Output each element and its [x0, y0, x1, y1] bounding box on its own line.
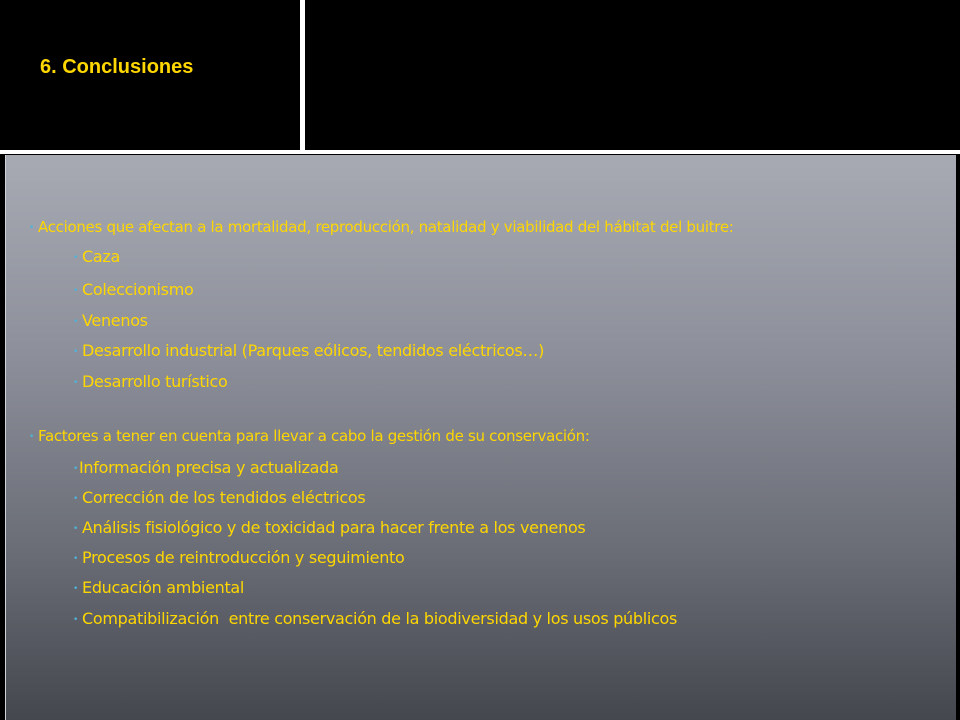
bullet-icon: •: [73, 464, 79, 474]
bullet-icon: •: [29, 432, 35, 442]
bullet-icon: •: [73, 554, 79, 564]
title-panel: [0, 0, 300, 150]
bullet-icon: •: [73, 584, 79, 594]
list-item-text: Procesos de reintroducción y seguimiento: [82, 548, 405, 567]
bullet-icon: •: [73, 253, 79, 263]
bullet-icon: •: [73, 615, 79, 625]
list-item: [73, 488, 365, 507]
bullet-icon: •: [29, 223, 35, 233]
horizontal-divider: [0, 150, 960, 154]
list-item: [73, 578, 244, 597]
list-item-text: Desarrollo industrial (Parques eólicos, tendidos eléctricos…): [82, 341, 545, 360]
list-item-text: Caza: [82, 247, 120, 266]
list-item: [73, 548, 405, 567]
list-item-text: Educación ambiental: [82, 578, 245, 597]
list-item: [73, 372, 227, 391]
bullet-icon: •: [73, 286, 79, 296]
section-heading-text: Acciones que afectan a la mortalidad, reproducción, natalidad y viabilidad del hábitat del buitre:: [38, 218, 734, 236]
content-panel: [5, 155, 956, 720]
bullet-icon: •: [73, 524, 79, 534]
section-heading-acciones: [29, 218, 734, 236]
slide-title: 6. Conclusiones: [40, 56, 194, 78]
list-item: [73, 341, 544, 360]
list-item-text: Información precisa y actualizada: [79, 458, 339, 477]
list-item-text: Venenos: [82, 311, 148, 330]
list-item: [73, 458, 338, 477]
list-item: [73, 609, 677, 628]
bullet-icon: •: [73, 494, 79, 504]
list-item-text: Corrección de los tendidos eléctricos: [82, 488, 366, 507]
section-heading-text: Factores a tener en cuenta para llevar a cabo la gestión de su conservación:: [38, 427, 590, 445]
bullet-icon: •: [73, 347, 79, 357]
list-item-text: Compatibilización entre conservación de la biodiversidad y los usos públicos: [82, 609, 678, 628]
bullet-icon: •: [73, 378, 79, 388]
list-item: [73, 280, 194, 299]
list-item-text: Coleccionismo: [82, 280, 194, 299]
list-item-text: Análisis fisiológico y de toxicidad para hacer frente a los venenos: [82, 518, 586, 537]
section-heading-factores: [29, 427, 590, 445]
list-item-text: Desarrollo turístico: [82, 372, 228, 391]
list-item: [73, 311, 148, 330]
vertical-divider: [300, 0, 305, 152]
list-item: [73, 247, 120, 266]
bullet-icon: •: [73, 317, 79, 327]
list-item: [73, 518, 585, 537]
